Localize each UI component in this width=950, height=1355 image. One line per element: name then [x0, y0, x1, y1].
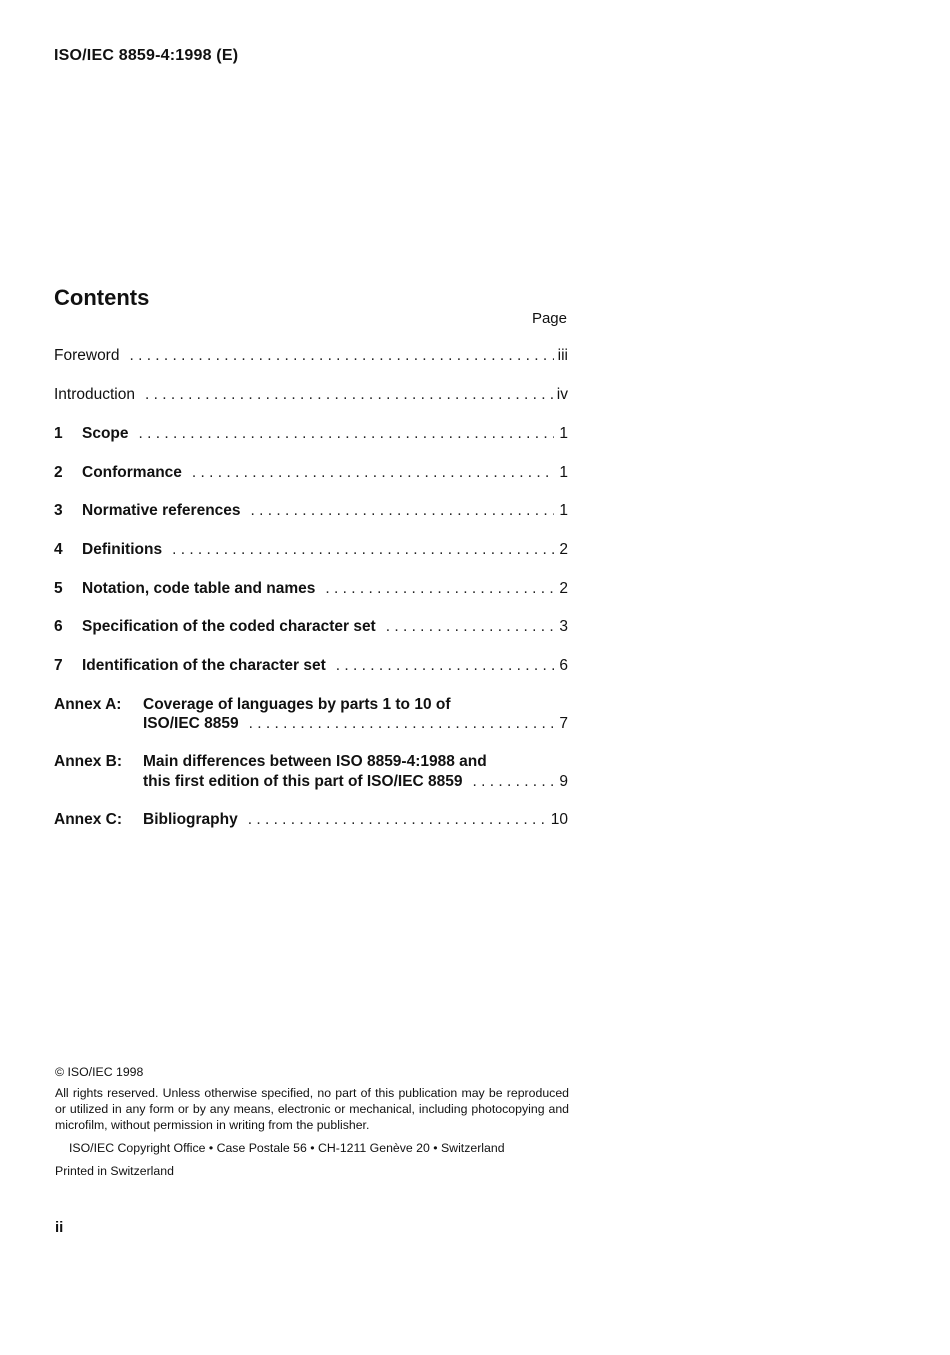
dot-leader	[251, 502, 554, 520]
toc-entry-introduction[interactable]	[54, 386, 568, 406]
toc-entry-title: Identification of the character set	[82, 657, 326, 674]
dot-leader	[139, 425, 554, 443]
copyright-notice: © ISO/IEC 1998	[55, 1065, 144, 1079]
page-number: ii	[55, 1219, 64, 1236]
annex-label: Annex A:	[54, 696, 122, 713]
toc-annex-c[interactable]	[54, 811, 568, 831]
toc-entry-number: 7	[54, 657, 63, 674]
toc-entry-title: Foreword	[54, 347, 120, 364]
toc-entry-normative-references[interactable]	[54, 502, 568, 522]
copyright-office-address: ISO/IEC Copyright Office • Case Postale 56 • CH-1211 Genève 20 • Switzerland	[69, 1141, 505, 1155]
page-column-label: Page	[531, 310, 567, 327]
toc-entry-foreword[interactable]	[54, 347, 568, 367]
rights-statement: All rights reserved. Unless otherwise specified, no part of this publication may be reproduced or utilized in any form or by any means, electronic or mechanical, including photocopying and microfilm, without permission in writing from the publisher.	[55, 1086, 569, 1132]
toc-entry-number: 5	[54, 580, 63, 597]
annex-label: Annex B:	[54, 753, 123, 770]
toc-entry-page: iii	[557, 347, 568, 364]
dot-leader	[386, 618, 554, 636]
annex-title: Bibliography	[143, 811, 238, 828]
toc-entry-page: 10	[550, 811, 568, 828]
dot-leader	[249, 715, 554, 733]
dot-leader	[145, 386, 553, 404]
toc-entry-title: Scope	[82, 425, 129, 442]
toc-annex-a[interactable]	[54, 696, 568, 716]
annex-title-line2: this first edition of this part of ISO/IEC 8859	[143, 773, 463, 790]
toc-annex-a-continuation[interactable]	[143, 715, 568, 735]
toc-entry-title: Conformance	[82, 464, 182, 481]
annex-title-line1: Main differences between ISO 8859-4:1988 and	[143, 753, 487, 770]
toc-entry-number: 1	[54, 425, 63, 442]
toc-entry-definitions[interactable]	[54, 541, 568, 561]
toc-annex-b[interactable]	[54, 753, 568, 773]
toc-entry-title: Notation, code table and names	[82, 580, 316, 597]
toc-entry-page: 7	[559, 715, 568, 732]
dot-leader	[248, 811, 547, 829]
toc-entry-title: Normative references	[82, 502, 241, 519]
annex-title-line2: ISO/IEC 8859	[143, 715, 239, 732]
copyright-block	[55, 1064, 569, 1179]
dot-leader	[325, 580, 554, 598]
dot-leader	[336, 657, 554, 675]
printed-in: Printed in Switzerland	[55, 1164, 174, 1178]
document-code-header: ISO/IEC 8859-4:1998 (E)	[54, 47, 239, 64]
annex-title-line1: Coverage of languages by parts 1 to 10 of	[143, 696, 451, 713]
toc-entry-specification[interactable]	[54, 618, 568, 638]
dot-leader	[192, 464, 554, 482]
toc-entry-title: Introduction	[54, 386, 135, 403]
contents-heading: Contents	[54, 285, 150, 310]
toc-entry-page: iv	[556, 386, 568, 403]
toc-entry-page: 3	[559, 618, 568, 635]
toc-annex-b-continuation[interactable]	[143, 773, 568, 793]
toc-entry-number: 2	[54, 464, 63, 481]
toc-entry-identification[interactable]	[54, 657, 568, 677]
toc-entry-page: 1	[559, 502, 568, 519]
annex-label: Annex C:	[54, 811, 123, 828]
toc-entry-page: 1	[559, 464, 568, 481]
toc-entry-number: 4	[54, 541, 63, 558]
toc-entry-page: 1	[559, 425, 568, 442]
toc-entry-page: 2	[559, 541, 568, 558]
toc-entry-page: 9	[559, 773, 568, 790]
toc-entry-page: 2	[559, 580, 568, 597]
toc-entry-title: Specification of the coded character set	[82, 618, 376, 635]
toc-entry-scope[interactable]	[54, 425, 568, 445]
toc-entry-number: 3	[54, 502, 63, 519]
dot-leader	[129, 347, 553, 365]
toc-entry-title: Definitions	[82, 541, 163, 558]
dot-leader	[473, 773, 554, 791]
toc-entry-page: 6	[559, 657, 568, 674]
toc-entry-conformance[interactable]	[54, 464, 568, 484]
toc-entry-notation[interactable]	[54, 580, 568, 600]
dot-leader	[172, 541, 554, 559]
toc-entry-number: 6	[54, 618, 63, 635]
